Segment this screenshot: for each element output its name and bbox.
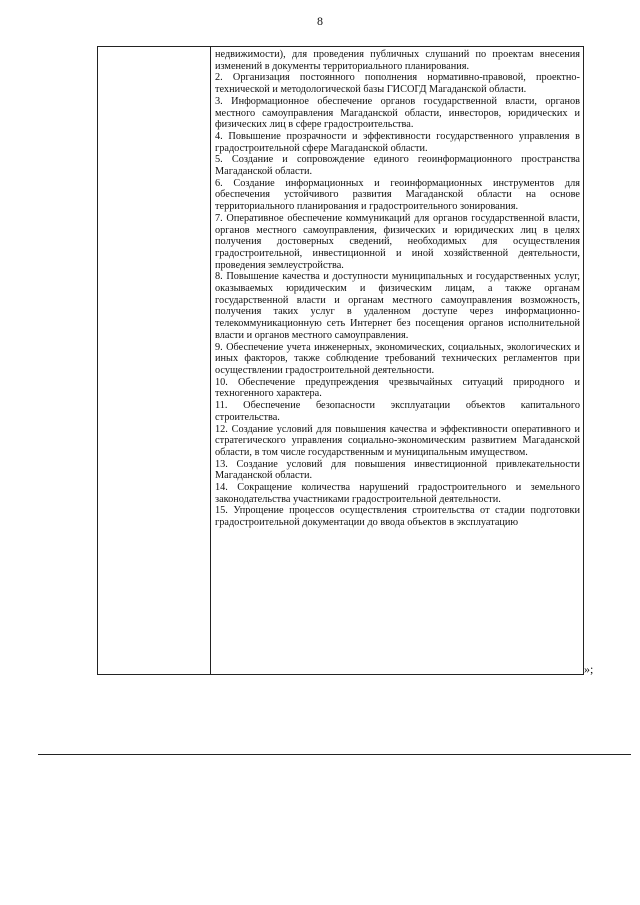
list-item-14: 14. Сокращение количества нарушений градостроительного и земельного законодательства участниками градостроительной деятельности. — [215, 482, 580, 505]
document-table — [97, 46, 584, 675]
list-item-6: 6. Создание информационных и геоинформационных инструментов для обеспечения устойчивого развития Магаданской области на основе территориального планирования и градостроительного зонирования. — [215, 177, 580, 213]
bottom-divider — [38, 754, 631, 755]
list-item-5: 5. Создание и сопровождение единого геоинформационного пространства Магаданской области. — [215, 154, 580, 178]
list-item-2: 2. Организация постоянного пополнения нормативно-правовой, проектно-технической и методологической базы ГИСОГД Магаданской области. — [215, 72, 580, 96]
list-item-13: 13. Создание условий для повышения инвестиционной привлекательности Магаданской области. — [215, 458, 580, 482]
list-item-4: 4. Повышение прозрачности и эффективности государственного управления в градостроительной сфере Магаданской области. — [215, 130, 580, 154]
list-item-11: 11. Обеспечение безопасности эксплуатации объектов капитального строительства. — [215, 400, 580, 423]
list-item-12: 12. Создание условий для повышения качества и эффективности оперативного и стратегического управления социально-экономическим развитием Магаданской области, в том числе государственным и муниципальным имуществом. — [215, 423, 580, 458]
list-item-15: 15. Упрощение процессов осуществления строительства от стадии подготовки градостроительной документации до ввода объектов в эксплуатацию — [215, 505, 580, 529]
list-item-9: 9. Обеспечение учета инженерных, экономических, социальных, экологических и иных факторов, также соблюдение требований технических регламентов при осуществлении градостроительной деятельности. — [215, 341, 580, 376]
list-item-8: 8. Повышение качества и доступности муниципальных и государственных услуг, оказываемых юридическим и физическим лицам, а также органам государственной власти и органам местного самоуправления возможность, получения таких услуг в удаленном доступе через информационно-телекоммуникационную сеть Интернет без посещения органов исполнительной власти и органов местного самоуправления. — [215, 271, 580, 341]
list-item-3: 3. Информационное обеспечение органов государственной власти, органов местного самоуправления Магаданской области, инвесторов, юридических и физических лиц в сфере градостроительства. — [215, 95, 580, 131]
table-left-column — [98, 47, 211, 674]
closing-quote-mark: »; — [584, 662, 594, 676]
page-number: 8 — [317, 14, 323, 28]
paragraph-continuation: недвижимости), для проведения публичных слушаний по проектам внесения изменений в документы территориального планирования. — [215, 49, 580, 72]
list-item-10: 10. Обеспечение предупреждения чрезвычайных ситуаций природного и техногенного характера. — [215, 376, 580, 400]
list-item-7: 7. Оперативное обеспечение коммуникаций для органов государственной власти, органов местного самоуправления, физических и юридических лиц в целях получения достоверных сведений, необходимых для осуществления градостроительной, инвестиционной и иной хозяйственной деятельности, проведения землеустройства. — [215, 212, 580, 271]
table-right-column — [211, 47, 583, 674]
